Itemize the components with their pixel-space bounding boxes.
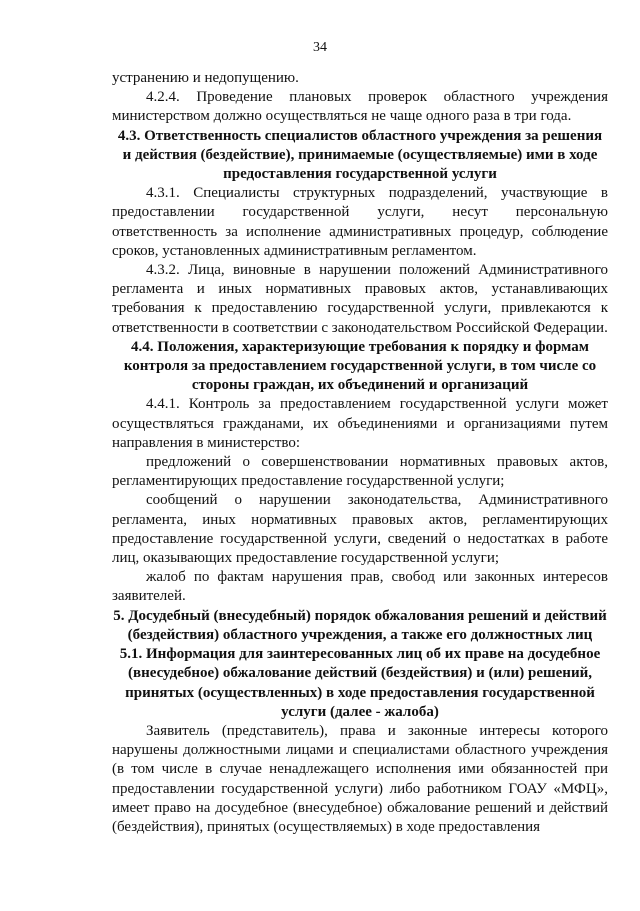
paragraph: 4.4.1. Контроль за предоставлением государственной услуги может осуществляться гражданами, их объединениями и организациями путем направления в министерство: (112, 396, 608, 451)
list-item: жалоб по фактам нарушения прав, свобод или законных интересов заявителей. (112, 569, 608, 605)
document-body (112, 69, 608, 837)
section-heading: 5.1. Информация для заинтересованных лиц об их праве на досудебное (внесудебное) обжалование действий (бездействия) и (или) решений, принятых (осуществленных) в ходе предоставления государственной услуги (далее - жалоба) (119, 646, 601, 720)
list-item: предложений о совершенствовании нормативных правовых актов, регламентирующих предоставление государственной услуги; (112, 454, 608, 490)
list-item: сообщений о нарушении законодательства, Административного регламента, иных нормативных правовых актов, регламентирующих предоставление государственной услуги, сведений о недостатках в работе лиц, оказывающих предоставление государственной услуги; (112, 492, 608, 567)
page-number: 34 (313, 40, 327, 55)
chapter-heading: 5. Досудебный (внесудебный) порядок обжалования решений и действий (бездействия) областного учреждения, а также его должностных лиц (113, 607, 607, 643)
paragraph: 4.3.2. Лица, виновные в нарушении положений Административного регламента и иных нормативных правовых актов, устанавливающих требования к предоставлению государственной услуги, привлекаются к ответственности в соответствии с законодательством Российской Федерации. (112, 262, 608, 336)
section-heading: 4.3. Ответственность специалистов областного учреждения за решения и действия (бездействие), принимаемые (осуществляемые) ими в ходе предоставления государственной услуги (117, 127, 603, 183)
section-heading: 4.4. Положения, характеризующие требования к порядку и формам контроля за предоставлением государственной услуги, в том числе со стороны граждан, их объединений и организаций (123, 338, 597, 394)
paragraph: Заявитель (представитель), права и законные интересы которого нарушены должностными лицами и специалистами областного учреждения (в том числе в случае ненадлежащего исполнения ими обязанностей при предоставлении государственной услуги) либо работником ГОАУ «МФЦ», имеет право на досудебное (внесудебное) обжалование решений и действий (бездействия), принятых (осуществляемых) в ходе предоставления (112, 722, 608, 835)
paragraph: 4.2.4. Проведение плановых проверок областного учреждения министерством должно осуществляться не чаще одного раза в три года. (112, 89, 608, 125)
paragraph: 4.3.1. Специалисты структурных подразделений, участвующие в предоставлении государственной услуги, несут персональную ответственность за исполнение административных процедур, соблюдение сроков, установленных административным регламентом. (112, 185, 608, 259)
paragraph: устранению и недопущению. (112, 70, 299, 86)
